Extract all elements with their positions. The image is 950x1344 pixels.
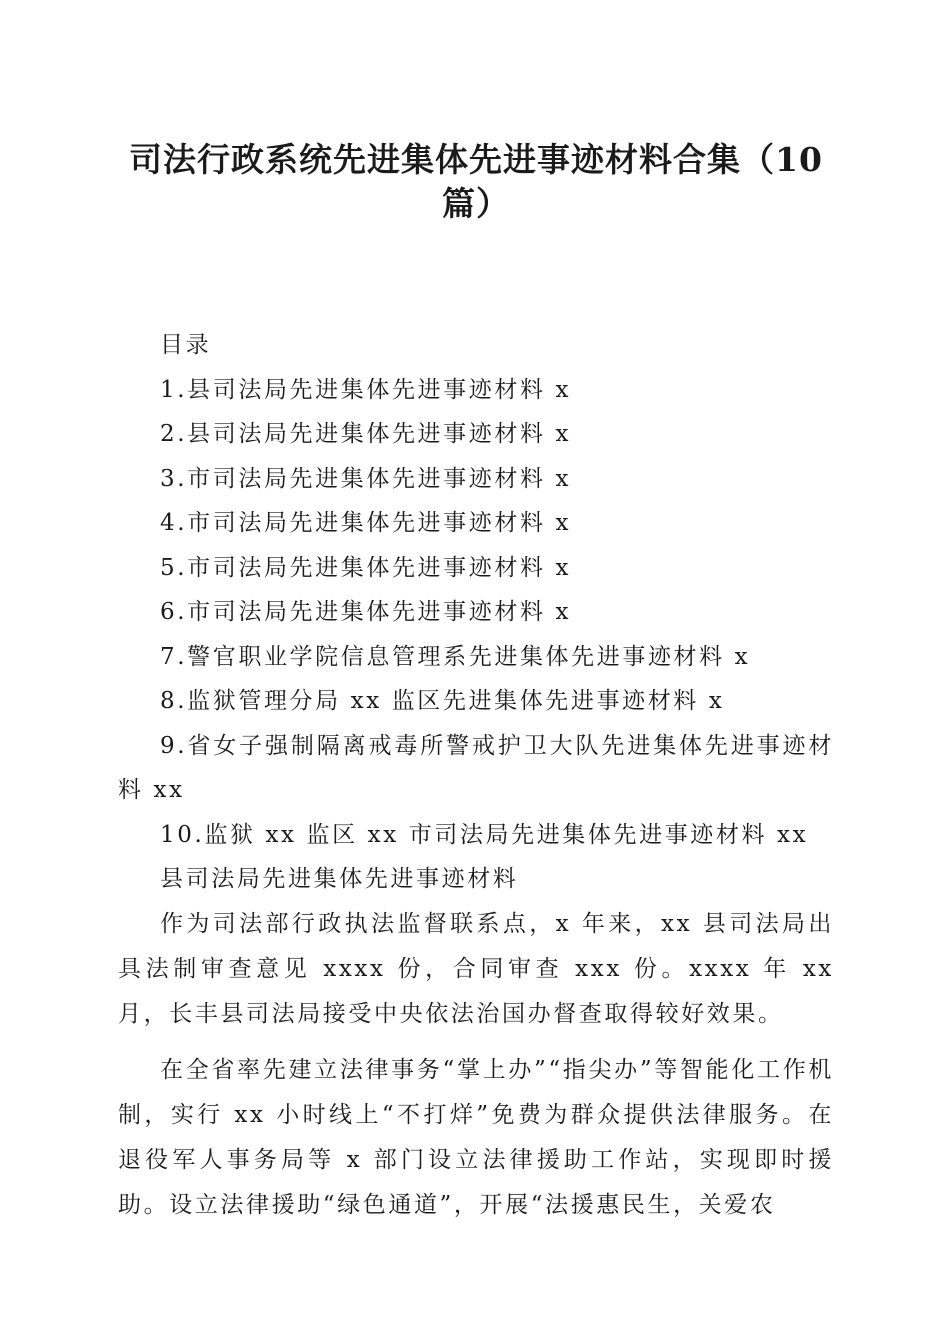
table-of-contents	[118, 323, 834, 857]
toc-item: 4.市司法局先进集体先进事迹材料 x	[160, 510, 572, 536]
section-heading: 县司法局先进集体先进事迹材料	[160, 866, 519, 892]
toc-heading: 目录	[160, 332, 212, 358]
toc-item: 3.市司法局先进集体先进事迹材料 x	[160, 465, 572, 492]
toc-item: 10.监狱 xx 监区 xx 市司法局先进集体先进事迹材料 xx	[160, 821, 809, 848]
toc-item: 2.县司法局先进集体先进事迹材料 x	[160, 421, 572, 447]
document-title: 司法行政系统先进集体先进事迹材料合集（10篇）	[129, 140, 823, 223]
document-page	[118, 138, 834, 1239]
toc-item: 6.市司法局先进集体先进事迹材料 x	[160, 599, 572, 625]
toc-item: 9.省女子强制隔离戒毒所警戒护卫大队先进集体先进事迹材料 xx	[118, 732, 834, 803]
body-paragraph: 作为司法部行政执法监督联系点，x 年来，xx 县司法局出具法制审查意见 xxxx 份，合同审查 xxx 份。xxxx 年 xx 月，长丰县司法局接受中央依法治国办督查取得较好效果。	[118, 910, 834, 1027]
toc-item: 5.市司法局先进集体先进事迹材料 x	[160, 554, 572, 581]
toc-item: 7.警官职业学院信息管理系先进集体先进事迹材料 x	[160, 643, 751, 670]
toc-item: 1.县司法局先进集体先进事迹材料 x	[160, 376, 572, 403]
body-paragraph: 在全省率先建立法律事务“掌上办”“指尖办”等智能化工作机制，实行 xx 小时线上“不打烊”免费为群众提供法律服务。在退役军人事务局等 x 部门设立法律援助工作站，实现即时援助。设立法律援助“绿色通道”，开展“法援惠民生，关爱农	[118, 1056, 834, 1218]
toc-item: 8.监狱管理分局 xx 监区先进集体先进事迹材料 x	[160, 688, 725, 714]
